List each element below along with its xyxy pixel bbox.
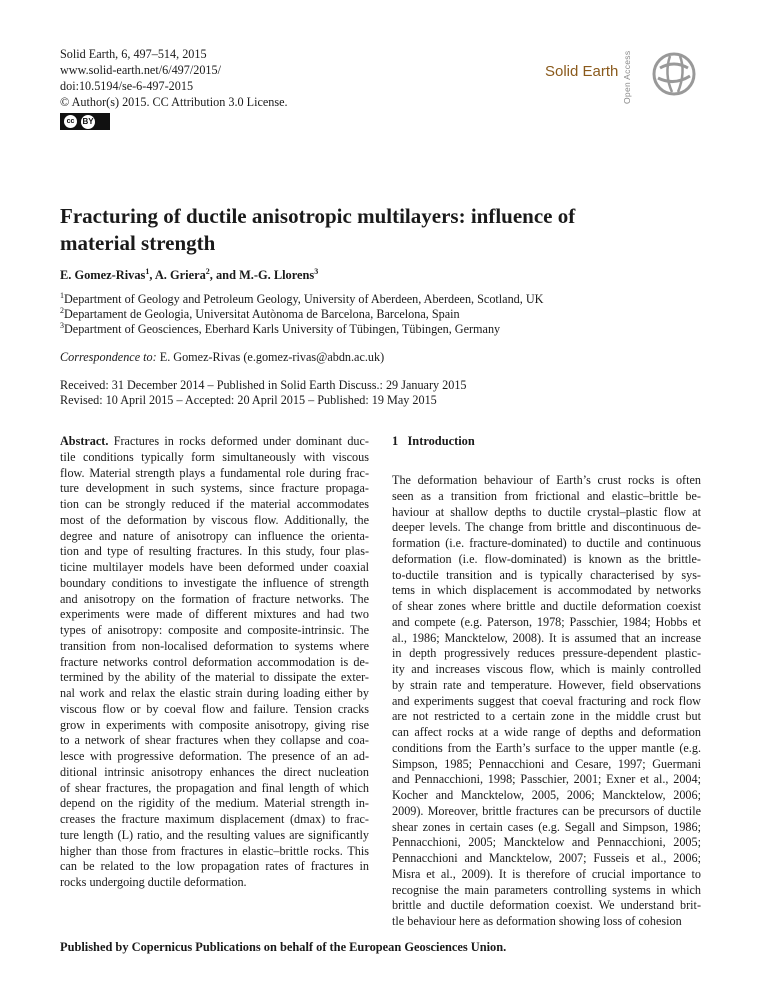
- publication-dates-line: Revised: 10 April 2015 – Accepted: 20 April 2015 – Published: 19 May 2015: [60, 393, 437, 407]
- cc-by-license-icon[interactable]: [60, 113, 110, 130]
- author-separator: , and: [209, 268, 240, 282]
- text-line: ditional intrinsic anisotropy enhances the direct nucleation: [60, 764, 369, 779]
- text-line: to-ductile transition and is typically characterised by sys-: [392, 567, 701, 582]
- text-line: boundary conditions to investigate the influence of strength: [60, 575, 369, 590]
- text-line: types of anisotropy: composite and composite-intrinsic. The: [60, 623, 369, 637]
- affiliation-number: 2: [60, 306, 64, 315]
- text-line: deeper levels. The change from brittle and discontinuous de-: [392, 520, 701, 535]
- text-line: grow in experiments with composite anisotropy, giving rise: [60, 717, 369, 732]
- text-line: most of the deformation by viscous flow. Additionally, the: [60, 512, 369, 527]
- text-line: and compete (e.g. Paterson, 1978; Passchier, 1984; Hobbs et: [392, 614, 701, 629]
- copyright-line: © Author(s) 2015. CC Attribution 3.0 License.: [60, 95, 288, 109]
- affiliation: [60, 307, 460, 322]
- open-access-label: Open Access: [622, 50, 632, 104]
- correspondence-label: Correspondence to:: [60, 350, 157, 364]
- text-line: Pennacchioni and Mancktelow, 2007; Fusseis et al., 2006;: [392, 851, 701, 865]
- citation-line: Solid Earth, 6, 497–514, 2015: [60, 47, 207, 61]
- text-line: ticine multilayer models have been deformed under coaxial: [60, 560, 369, 574]
- affiliation-number: 3: [60, 321, 64, 330]
- text-line: The deformation behaviour of Earth’s crust rocks is often: [392, 473, 701, 487]
- text-line: ture development in such systems, since fracture propaga-: [60, 481, 369, 496]
- affiliation-number: 1: [60, 291, 64, 300]
- text-line: tems in which displacement is accommodated by networks: [392, 583, 701, 598]
- text-line: can affect rocks at a wide range of depths and deformation: [392, 725, 701, 739]
- paper-title: Fracturing of ductile anisotropic multilayers: influence of material strength: [60, 204, 576, 255]
- text-line-content: Fractures in rocks deformed under dominant duc-: [108, 434, 369, 448]
- text-line: formation (i.e. fracture-dominated) to ductile and continuous: [392, 536, 701, 550]
- author-list: [60, 268, 318, 283]
- text-line: ture length (L) ratio, and the resulting values are significantly: [60, 827, 369, 842]
- author-affiliation-number: 2: [205, 267, 210, 276]
- publication-dates-line: Received: 31 December 2014 – Published in Solid Earth Discuss.: 29 January 2015: [60, 378, 467, 392]
- text-line: Pennacchioni, 2005; Mancktelow and Pennacchioni, 2005;: [392, 835, 701, 850]
- journal-globe-logo-icon: [650, 50, 698, 98]
- text-line: tle behaviour here as deformation showing loss of cohesion: [392, 914, 682, 928]
- author-affiliation-number: 1: [145, 267, 150, 276]
- text-line: fracture networks control deformation accommodation is de-: [60, 654, 369, 669]
- text-line: rocks undergoing ductile deformation.: [60, 875, 247, 889]
- affiliation: [60, 322, 500, 337]
- text-line: degree and nature of anisotropy can influence the orienta-: [60, 528, 369, 543]
- correspondence-text[interactable]: E. Gomez-Rivas (e.gomez-rivas@abdn.ac.uk): [156, 350, 385, 364]
- abstract-column: [60, 434, 369, 891]
- text-line: and Pennacchioni, 1998; Passchier, 2001; Exner et al., 2004;: [392, 772, 701, 787]
- text-line: [60, 434, 369, 450]
- text-line: of shear fractures, the propagation and final length of which: [60, 780, 369, 795]
- author-separator: ,: [149, 268, 155, 282]
- introduction-column: [392, 473, 701, 930]
- cc-icon: cc: [64, 115, 77, 128]
- journal-url[interactable]: www.solid-earth.net/6/497/2015/: [60, 63, 222, 77]
- text-line: can be related to the low propagation rates of fractures in: [60, 859, 369, 874]
- text-line: brittle and ductile deformation coexist. We understand brit-: [392, 898, 701, 913]
- text-line: in depth progressively reduces pressure-dependent plastic-: [392, 646, 701, 661]
- author-name[interactable]: E. Gomez-Rivas: [60, 268, 146, 282]
- text-line: conditions from the Earth’s surface to the upper mantle (e.g.: [392, 740, 701, 755]
- text-line: higher than those from fractures in elastic–brittle rocks. This: [60, 843, 369, 858]
- text-line: deformation (i.e. flow-dominated) is known as the brittle-: [392, 551, 701, 566]
- text-line: by strain rate and temperature. However, field observations: [392, 677, 701, 692]
- text-line: creases the fracture maximum displacement (dmax) to frac-: [60, 812, 369, 826]
- affiliation-text: Department of Geology and Petroleum Geology, University of Aberdeen, Aberdeen, Scotland, UK: [64, 292, 544, 306]
- text-line: and anisotropy on the formation of fracture networks. The: [60, 591, 369, 606]
- text-line: shear zones in certain cases (e.g. Segall and Simpson, 1986;: [392, 819, 701, 834]
- by-attribution-icon: BY: [81, 115, 95, 129]
- text-line: haviour at shallow depths to ductile crystal–plastic flow at: [392, 504, 701, 519]
- text-line: Simpson, 1985; Pennacchioni and Cesare, 1997; Guermani: [392, 756, 701, 771]
- publisher-footer: Published by Copernicus Publications on behalf of the European Geosciences Union.: [60, 940, 507, 954]
- author-name[interactable]: A. Griera: [154, 268, 206, 282]
- text-line: of shear zones where brittle and ductile deformation coexist: [392, 599, 701, 613]
- article-header-meta: [60, 46, 288, 110]
- text-line: ity and increases viscous flow, which is mainly controlled: [392, 662, 701, 676]
- text-line: viscous flow or by coeval flow and failure. Tension cracks: [60, 701, 369, 716]
- author-name[interactable]: M.-G. Llorens: [239, 268, 315, 282]
- correspondence: [60, 350, 384, 365]
- text-line: flow. Material strength plays a fundamental role during frac-: [60, 465, 369, 480]
- text-line: Kocher and Mancktelow, 2005, 2006; Mancktelow, 2006;: [392, 788, 701, 802]
- journal-name: Solid Earth: [545, 63, 619, 80]
- affiliation-text: Department of Geosciences, Eberhard Karls University of Tübingen, Tübingen, Germany: [64, 322, 501, 336]
- text-line: termined by the ability of the material to dissipate the exter-: [60, 670, 369, 685]
- author-affiliation-number: 3: [314, 267, 319, 276]
- text-line: tile conditions typically form simultaneously with viscous: [60, 449, 369, 464]
- text-line: are not restricted to a certain zone in the middle crust but: [392, 709, 701, 724]
- affiliation-text: Departament de Geologia, Universitat Autònoma de Barcelona, Barcelona, Spain: [64, 307, 460, 321]
- text-line: recognise the main parameters controlling systems in which: [392, 882, 701, 897]
- text-line: seen as a transition from frictional and elastic–brittle be-: [392, 488, 701, 503]
- text-line: experiments were made of different mixtures and had two: [60, 607, 369, 622]
- text-line: transition from non-localised deformation to systems where: [60, 638, 369, 653]
- text-line: to a network of shear fractures when they collapse and coa-: [60, 733, 369, 748]
- text-line: 2009). Moreover, brittle fractures can be precursors of ductile: [392, 803, 701, 818]
- text-line: depend on the rigidity of the medium. Material strength in-: [60, 796, 369, 811]
- text-line: al., 1986; Mancktelow, 2008). It is assumed that an increase: [392, 630, 701, 645]
- text-line: Misra et al., 2009). It is therefore of crucial importance to: [392, 866, 701, 881]
- text-line: tion can be strongly reduced if the material accommodates: [60, 497, 369, 511]
- affiliation: [60, 292, 543, 307]
- section-heading-introduction: 1 Introduction: [392, 434, 475, 448]
- text-line: tion and type of resulting fractures. In this study, four plas-: [60, 544, 369, 559]
- text-line: lesce with progressive deformation. The presence of an ad-: [60, 749, 369, 763]
- abstract-label: Abstract.: [60, 434, 109, 448]
- text-line: nal work and relax the elastic strain during loading either by: [60, 686, 369, 700]
- doi-line[interactable]: doi:10.5194/se-6-497-2015: [60, 79, 194, 93]
- text-line: and experiments suggest that coeval fracturing and rock flow: [392, 693, 701, 708]
